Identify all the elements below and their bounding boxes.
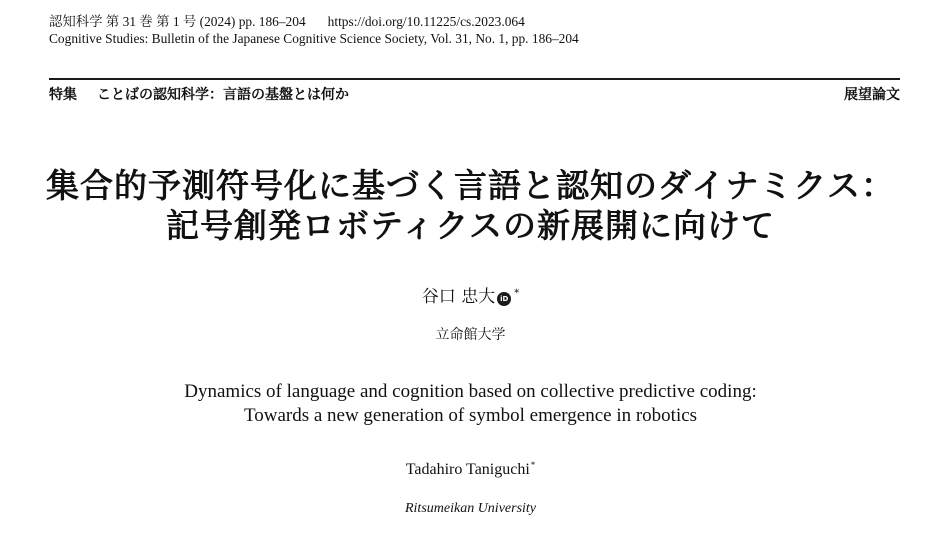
japanese-author — [0, 283, 941, 308]
orcid-icon[interactable]: iD — [497, 292, 511, 306]
japanese-author-name: 谷口 忠大 — [421, 287, 496, 307]
special-issue-heading — [49, 84, 349, 104]
section-bar — [49, 78, 900, 106]
english-corresponding-mark: * — [530, 460, 536, 470]
citation-header — [49, 13, 579, 47]
english-title — [0, 380, 941, 428]
english-title-line-1: Dynamics of language and cognition based on collective predictive coding: — [184, 381, 757, 402]
english-author — [0, 455, 941, 480]
doi-link[interactable]: https://doi.org/10.11225/cs.2023.064 — [327, 14, 525, 29]
corresponding-mark: * — [514, 288, 520, 299]
japanese-title — [0, 166, 941, 246]
article-type: 展望論文 — [844, 87, 900, 103]
english-author-name: Tadahiro Taniguchi — [405, 461, 530, 478]
special-issue-tag: 特集 — [49, 87, 77, 103]
citation-jp-line — [49, 13, 579, 30]
japanese-title-line-1: 集合的予測符号化に基づく言語と認知のダイナミクス： — [45, 166, 895, 205]
citation-en-line: Cognitive Studies: Bulletin of the Japanese Cognitive Science Society, Vol. 31, No. 1, pp. 186–204 — [49, 31, 579, 46]
japanese-affiliation: 立命館大学 — [435, 327, 506, 343]
english-affiliation: Ritsumeikan University — [404, 501, 537, 516]
english-title-line-2: Towards a new generation of symbol emergence in robotics — [243, 405, 698, 426]
japanese-title-line-2: 記号創発ロボティクスの新展開に向けて — [165, 206, 776, 245]
citation-volume: 認知科学 第 31 巻 第 1 号 (2024) pp. 186–204 — [49, 14, 306, 29]
special-issue-title: ことばの認知科学：言語の基盤とは何か — [97, 87, 349, 103]
